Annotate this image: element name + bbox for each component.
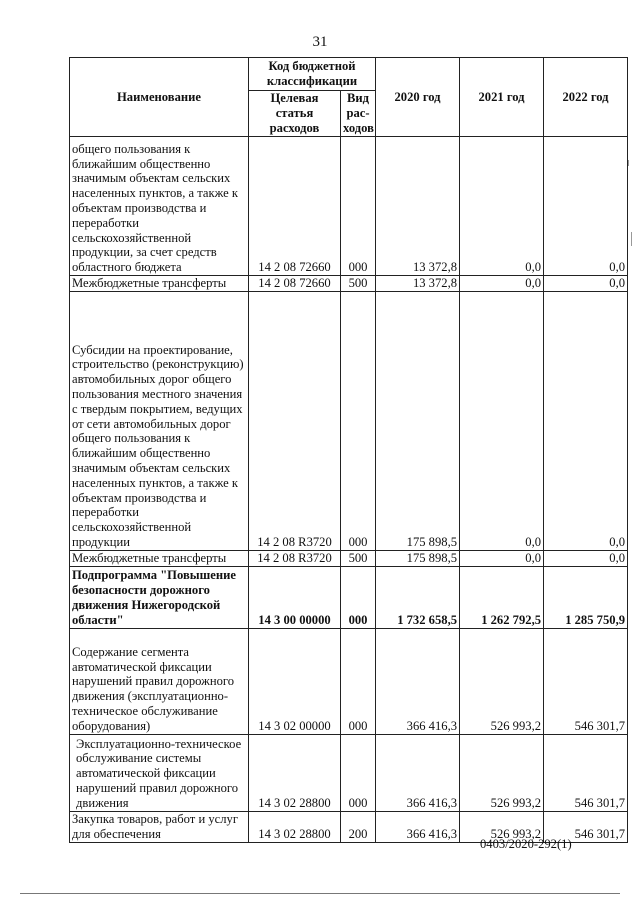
- row-2020: 1 732 658,5: [376, 566, 460, 628]
- row-2020: 175 898,5: [376, 291, 460, 550]
- table-row: [70, 276, 628, 292]
- header-2021: 2021 год: [460, 58, 544, 137]
- header-code-group: Код бюджетной классификации: [249, 58, 376, 91]
- row-2022: 0,0: [544, 276, 628, 292]
- row-2020: 13 372,8: [376, 276, 460, 292]
- row-2022: 0,0: [544, 291, 628, 550]
- row-2021: 0,0: [460, 137, 544, 276]
- row-name: Эксплуатационно-техническое обслуживание системы автоматической фиксации нарушений правил дорожного движения: [70, 734, 249, 811]
- row-code: 14 2 08 72660: [249, 137, 341, 276]
- header-expense-type: Вид рас-ходов: [341, 91, 376, 137]
- table-row-subprogram: [70, 566, 628, 628]
- row-2022: 1 285 750,9: [544, 566, 628, 628]
- scan-edge-mark: [631, 232, 632, 246]
- row-2020: 366 416,3: [376, 811, 460, 842]
- table-row: [70, 550, 628, 566]
- row-type: 000: [341, 291, 376, 550]
- header-name: Наименование: [70, 58, 249, 137]
- row-2022: 546 301,7: [544, 628, 628, 734]
- row-2022: 546 301,7: [544, 811, 628, 842]
- row-type: 000: [341, 628, 376, 734]
- row-2022: 0,0: [544, 550, 628, 566]
- row-name: Межбюджетные трансферты: [70, 276, 249, 292]
- scan-edge-mark: [628, 160, 629, 166]
- row-name: Субсидии на проектирование, строительство (реконструкцию) автомобильных дорог общего пользования местного значения с твердым покрытием, ведущих от сети автомобильных дорог общего пользования к ближайшим общественно значимым объектам сельских населенных пунктов, а также к объектам производства и переработки сельскохозяйственной продукции: [70, 291, 249, 550]
- row-2021: 0,0: [460, 550, 544, 566]
- table-row: [70, 628, 628, 734]
- row-code: 14 2 08 R3720: [249, 291, 341, 550]
- row-code: 14 2 08 72660: [249, 276, 341, 292]
- row-name: Содержание сегмента автоматической фиксации нарушений правил дорожного движения (эксплуатационно-техническое обслуживание оборудования): [70, 628, 249, 734]
- row-2021: 1 262 792,5: [460, 566, 544, 628]
- row-2021: 0,0: [460, 291, 544, 550]
- scan-edge-line: [20, 893, 620, 894]
- document-code: 0403/2020-292(1): [480, 837, 572, 851]
- page-number: 31: [312, 34, 328, 50]
- table-row: [70, 734, 628, 811]
- header-target-item: Целевая статья расходов: [249, 91, 341, 137]
- row-code: 14 3 02 28800: [249, 734, 341, 811]
- row-2020: 366 416,3: [376, 628, 460, 734]
- row-2022: 0,0: [544, 137, 628, 276]
- table-row: [70, 291, 628, 550]
- row-type: 200: [341, 811, 376, 842]
- row-code: 14 3 00 00000: [249, 566, 341, 628]
- row-code: 14 3 02 28800: [249, 811, 341, 842]
- row-name: Подпрограмма "Повышение безопасности дорожного движения Нижегородской области": [70, 566, 249, 628]
- row-name: Межбюджетные трансферты: [70, 550, 249, 566]
- budget-table: [69, 57, 628, 843]
- row-code: 14 2 08 R3720: [249, 550, 341, 566]
- row-code: 14 3 02 00000: [249, 628, 341, 734]
- row-2021: 526 993,2: [460, 734, 544, 811]
- row-2021: 526 993,2: [460, 811, 544, 842]
- row-2022: 546 301,7: [544, 734, 628, 811]
- row-2021: 0,0: [460, 276, 544, 292]
- row-2020: 13 372,8: [376, 137, 460, 276]
- row-type: 000: [341, 137, 376, 276]
- table-row: [70, 137, 628, 276]
- header-2022: 2022 год: [544, 58, 628, 137]
- row-2020: 366 416,3: [376, 734, 460, 811]
- row-type: 000: [341, 566, 376, 628]
- row-2020: 175 898,5: [376, 550, 460, 566]
- row-2021: 526 993,2: [460, 628, 544, 734]
- row-type: 000: [341, 734, 376, 811]
- header-2020: 2020 год: [376, 58, 460, 137]
- row-name: Закупка товаров, работ и услуг для обеспечения: [70, 811, 249, 842]
- row-name: общего пользования к ближайшим общественно значимым объектам сельских населенных пунктов, а также к объектам производства и переработки сельскохозяйственной продукции, за счет средств областного бюджета: [70, 137, 249, 276]
- row-type: 500: [341, 276, 376, 292]
- row-type: 500: [341, 550, 376, 566]
